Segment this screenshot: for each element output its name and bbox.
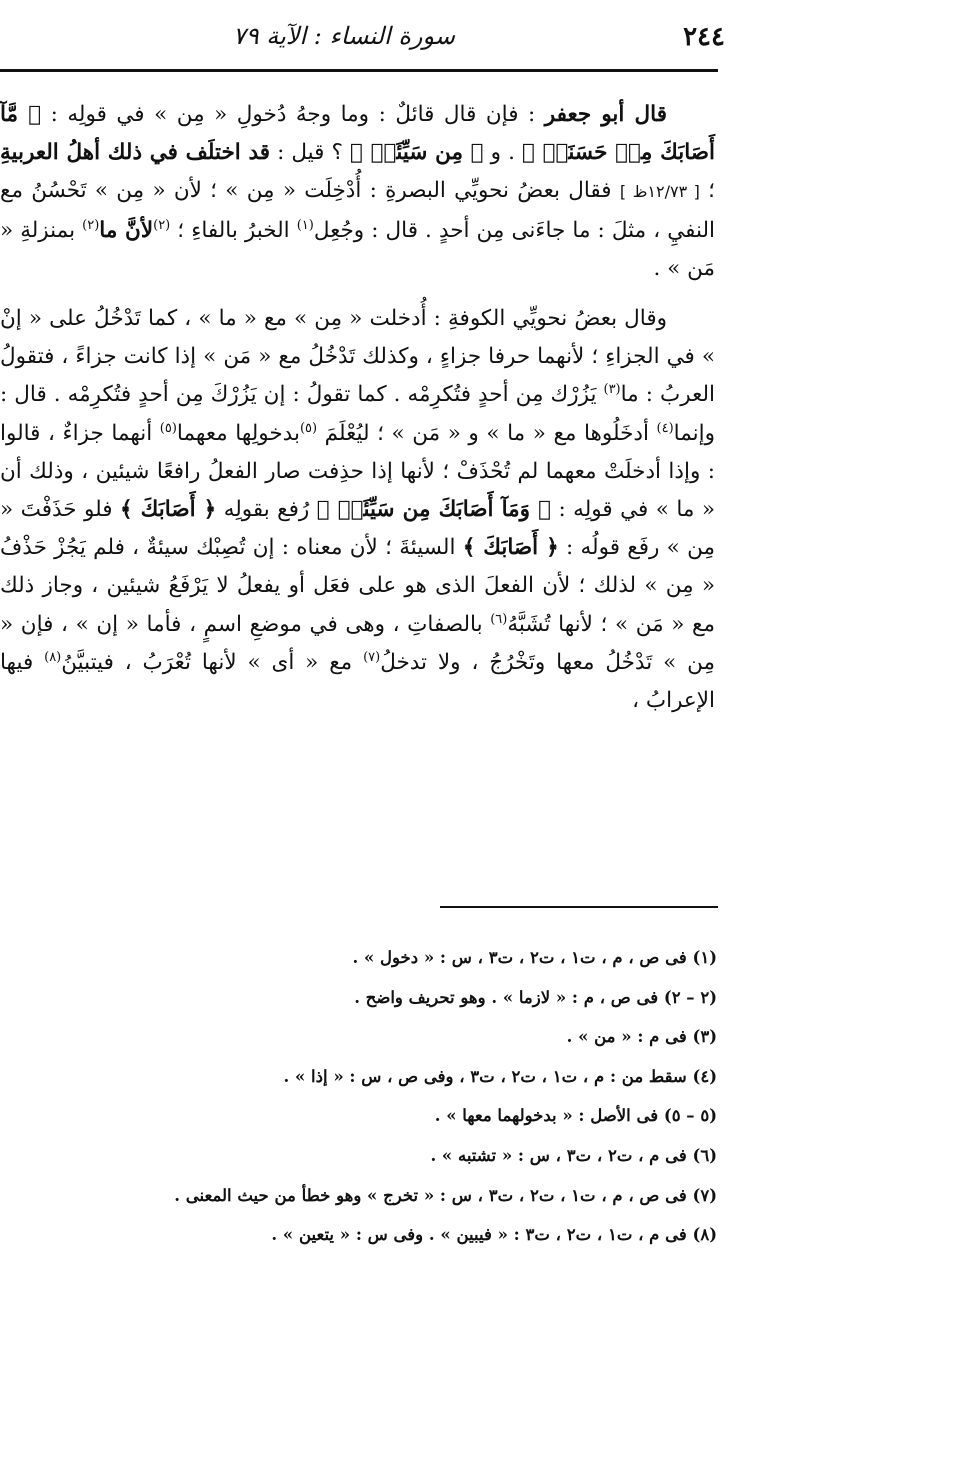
text-run: بدخولِها معهما xyxy=(176,420,300,446)
text-run: أدخَلُوها مع « ما » و « مَن » ؛ ليُعْلَمَ xyxy=(317,420,657,446)
footnote-marker: (٧) xyxy=(363,649,381,665)
running-title: سورة النساء : الآية ٧٩ xyxy=(232,22,455,50)
text-run: ؛ xyxy=(699,178,716,204)
text-run: ؟ قيل : xyxy=(270,140,350,166)
footnote: (٧) فى ص ، م ، ت١ ، ت٢ ، ت٣ ، س : « تخرج » وهو خطأ من حيث المعنى . xyxy=(174,1185,717,1205)
footnote-marker: (٥) xyxy=(159,420,177,436)
text-run: مع « أى » لأنها تُعْرَبُ ، فيتبيَّنُ xyxy=(61,649,364,675)
footnotes xyxy=(0,938,717,1255)
text-run: بالصفاتِ ، وهى في موضعِ اسمٍ ، فأما « إن » ، فإن « مِن » تَدْخُلُ معها وتَخْرُجُ ، ولا تدخلُ xyxy=(0,611,715,675)
text-run: بمنزلةِ « مَن » . xyxy=(0,217,715,281)
text-run: السيئةَ ؛ لأن معناه : إن تُصِبْك سيئةٌ ، فلم يَجُزْ حَذْفُ « مِن » لذلك ؛ لأن الفعلَ الذى هو على فعَل أو يفعلُ لا يَرْفَعُ شيئين ، وجاز ذلك مع « مَن » ؛ لأنها تُشَبَّهُ xyxy=(0,535,716,637)
text-run: فيها الإعرابُ ، xyxy=(0,649,715,714)
text-run: أنهما جزاءٌ ، قالوا : وإذا أدخلَتْ معهما لم تُحْذَفْ ؛ لأنها إذا حذِفت صار الفعلُ رافعًا شيئين ، وذلك أن « ما » في قولِه : xyxy=(0,420,715,523)
footnote: (٥ – ٥) فى الأصل : « بدخولهما معها » . xyxy=(434,1106,717,1126)
text-run: رُفع بقولِه xyxy=(216,497,317,523)
header-rule xyxy=(0,69,718,72)
footnote-marker: (٤) xyxy=(656,420,674,436)
footnote: (٤) سقط من : م ، ت١ ، ت٢ ، ت٣ ، وفى ص ، س : « إذا » . xyxy=(283,1066,717,1086)
manuscript-reference: [ ١٢/٧٣ظ ] xyxy=(619,182,700,202)
footnote-marker: (٨) xyxy=(44,649,62,665)
footnote: (١) فى ص ، م ، ت١ ، ت٢ ، ت٣ ، س : « دخول » . xyxy=(352,948,717,967)
text-run: فقال بعضُ نحويِّي البصرةِ : أُدْخِلَت « مِن » ؛ لأن « مِن » تَحْسُنُ مع النفيِ ، مثلَ : ما جاءَنى مِن أحدٍ . قال : وجُعِل xyxy=(0,178,715,243)
quran-verse: ﴿ أَصَابَكَ ﴾ xyxy=(462,535,559,561)
page-header xyxy=(0,14,975,62)
main-text xyxy=(0,96,715,720)
footnote-marker: (٦) xyxy=(490,611,508,627)
bold-text: قد اختلَف في ذلك أهلُ العربيةِ xyxy=(0,140,271,166)
text-run: فلو حَذَفْتَ « مِن » رفَع قولُه : xyxy=(0,497,715,561)
footnote: (٨) فى م ، ت١ ، ت٢ ، ت٣ : « فيبين » . وفى س : « يتعين » . xyxy=(271,1225,717,1245)
paragraph xyxy=(0,96,715,288)
text-run: الخبرُ بالفاءِ ؛ xyxy=(170,217,297,243)
page-number: ٢٤٤ xyxy=(683,22,725,52)
text-run: يَزُرْك مِن أحدٍ فتُكرِمْه . كما تقولُ : إن يَزُرْكَ مِن أحدٍ فتُكرِمْه . قال : وإنما xyxy=(0,382,715,446)
footnote-marker: (١) xyxy=(296,217,314,233)
text-run: . و xyxy=(483,140,522,166)
footnote-marker: (٣) xyxy=(603,382,621,398)
paragraph xyxy=(0,300,715,720)
footnote-marker: (٥) xyxy=(299,420,318,436)
quran-verse: ﴿ وَمَآ أَصَابَكَ مِن سَيِّئَةٖ ﴾ xyxy=(316,497,552,523)
text-run: وقال بعضُ نحويِّي الكوفةِ : أُدخلت « مِن » مع « ما » ، كما تَدْخُلُ على « إنْ » في الجزاءِ ؛ لأنهما حرفا جزاءٍ ، وكذلك تَدْخُلُ مع « مَن » إذا كانت جزاءً ، فتقولُ العربُ : ما xyxy=(0,306,715,408)
footnote-marker: (٢) xyxy=(82,217,100,233)
footnote: (٢ – ٢) فى ص ، م : « لازما » . وهو تحريف واضح . xyxy=(354,987,717,1007)
footnote-marker: (٢) xyxy=(153,217,171,233)
footnote: (٦) فى م ، ت٢ ، ت٣ ، س : « تشتبه » . xyxy=(430,1145,717,1165)
text-run: : فإن قال قائلٌ : وما وجهُ دُخولِ « مِن » في قولِه : xyxy=(41,102,545,127)
quran-verse: ﴿ مَّآ أَصَابَكَ مِنۡ حَسَنَةٖ ﴾ xyxy=(0,102,715,166)
bold-text: لأنَّ ما xyxy=(99,217,154,243)
quran-verse: ﴿ أَصَابَكَ ﴾ xyxy=(119,497,217,523)
bold-text: قال أبو جعفر xyxy=(544,102,667,127)
quran-verse: ﴿ مِن سَيِّئَةٖ ﴾ xyxy=(349,140,484,166)
footnote-rule xyxy=(440,906,718,908)
footnote: (٣) فى م : « من » . xyxy=(566,1027,717,1047)
